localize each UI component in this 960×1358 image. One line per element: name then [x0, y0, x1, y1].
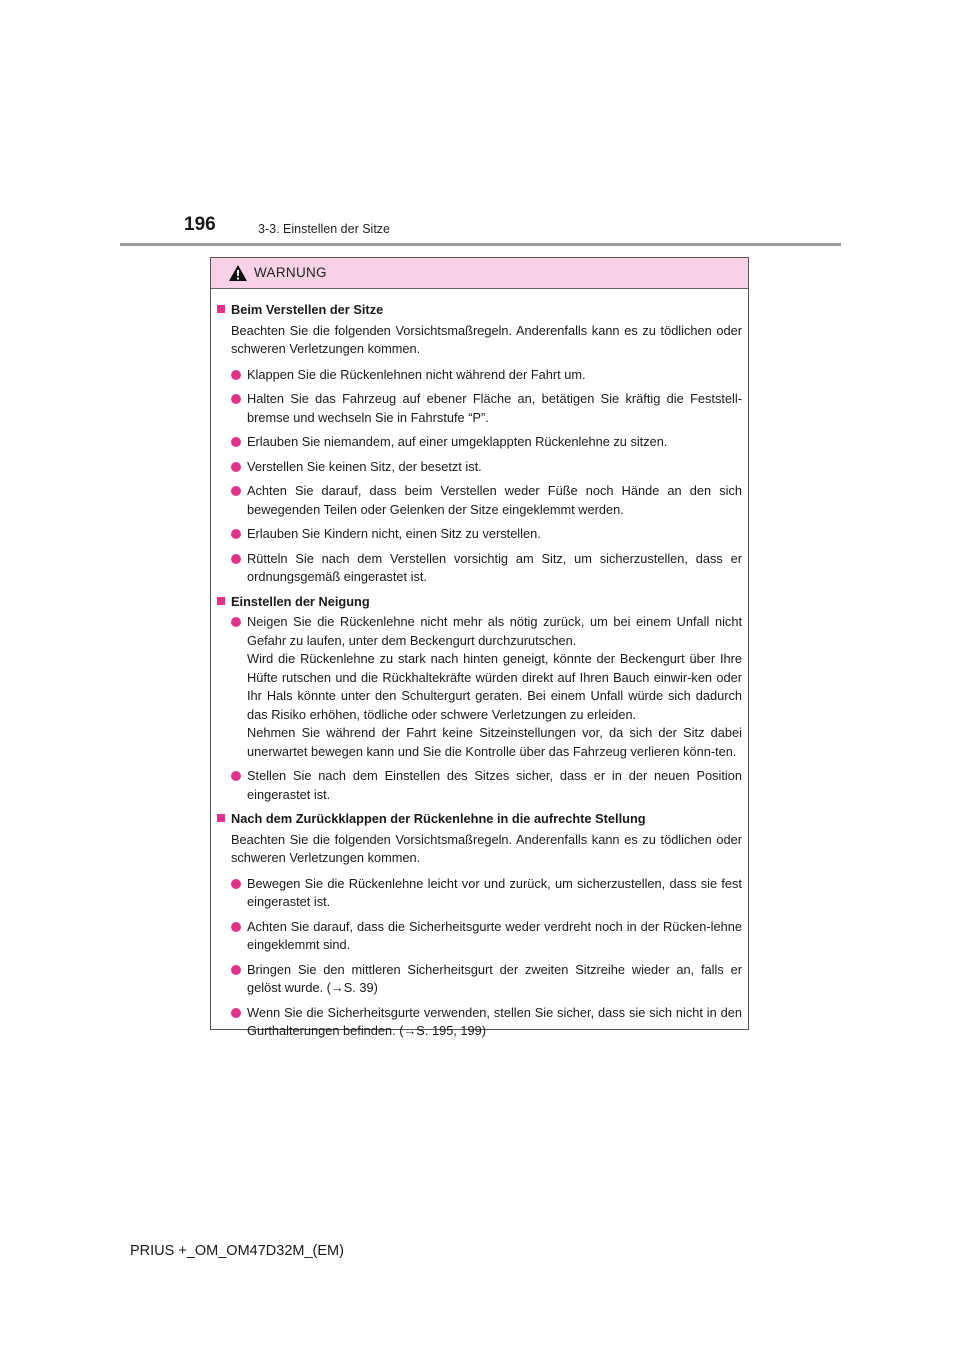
list-item: [217, 961, 742, 998]
warning-title: WARNUNG: [254, 265, 327, 280]
list-item: [217, 1004, 742, 1041]
list-item-text: Erlauben Sie Kindern nicht, einen Sitz zu verstellen.: [247, 526, 541, 541]
round-bullet-icon: [231, 370, 241, 380]
list-item: [217, 525, 742, 544]
round-bullet-icon: [231, 554, 241, 564]
list-item: [217, 918, 742, 955]
list-item-text: Rütteln Sie nach dem Verstellen vorsichtig am Sitz, um sicherzustellen, dass er ordnungsgemäß eingerastet ist.: [247, 550, 742, 584]
list-item-text: Bewegen Sie die Rückenlehne leicht vor und zurück, um sicherzustellen, dass sie fest eingerastet ist.: [247, 875, 742, 909]
square-bullet-icon: [217, 814, 225, 822]
list-item-text: Achten Sie darauf, dass die Sicherheitsgurte weder verdreht noch in der Rücken-lehne eingeklemmt sind.: [247, 918, 742, 952]
warning-box: [210, 257, 749, 1038]
section-heading-text: Nach dem Zurückklappen der Rückenlehne in die aufrechte Stellung: [231, 811, 646, 826]
warning-section: [217, 301, 742, 587]
section-title: 3-3. Einstellen der Sitze: [258, 222, 391, 236]
list-item: [217, 613, 742, 761]
list-item: [217, 767, 742, 804]
warning-section: [217, 593, 742, 805]
square-bullet-icon: [217, 597, 225, 605]
list-item-text: Bringen Sie den mittleren Sicherheitsgurt der zweiten Sitzreihe wieder an, falls er gelöst wurde. (→S. 39): [247, 961, 742, 995]
list-item: [217, 458, 742, 477]
square-bullet-icon: [217, 305, 225, 313]
section-heading: [217, 810, 742, 829]
list-item-text: Stellen Sie nach dem Einstellen des Sitzes sicher, dass er in der neuen Position eingerastet ist.: [247, 768, 742, 802]
list-item: [217, 482, 742, 519]
round-bullet-icon: [231, 879, 241, 889]
section-intro: Beachten Sie die folgenden Vorsichtsmaßregeln. Anderenfalls kann es zu tödlichen oder schweren Verletzungen kommen.: [231, 322, 742, 356]
round-bullet-icon: [231, 462, 241, 472]
section-heading-text: Einstellen der Neigung: [231, 593, 370, 609]
round-bullet-icon: [231, 1008, 241, 1018]
list-item-text: Wenn Sie die Sicherheitsgurte verwenden, stellen Sie sicher, dass sie sich nicht in den Gurthalterungen befinden. (→S. 195, 199): [247, 1004, 742, 1038]
list-item: [217, 550, 742, 587]
section-heading: [217, 593, 742, 612]
round-bullet-icon: [231, 394, 241, 404]
warning-header: [211, 258, 748, 289]
round-bullet-icon: [231, 965, 241, 975]
section-heading-text: Beim Verstellen der Sitze: [231, 302, 384, 317]
section-heading: [217, 301, 742, 320]
document-code: PRIUS +_OM_OM47D32M_(EM): [130, 1243, 344, 1259]
list-item: [217, 390, 742, 427]
round-bullet-icon: [231, 922, 241, 932]
list-item-text: Achten Sie darauf, dass beim Verstellen weder Füße noch Hände an den sich bewegenden Teilen oder Gelenken der Sitze eingeklemmt werden.: [247, 483, 742, 517]
list-item-text: Halten Sie das Fahrzeug auf ebener Fläche an, betätigen Sie kräftig die Feststell-bremse und wechseln Sie in Fahrstufe “P”.: [247, 391, 742, 425]
round-bullet-icon: [231, 486, 241, 496]
list-item-text: Neigen Sie die Rückenlehne nicht mehr als nötig zurück, um bei einem Unfall nicht Gefahr zu laufen, unter dem Beckengurt durchzurutschen. Wird die Rückenlehne zu stark nach hinten geneigt, könnte der Beckengurt über Ihre Hüfte rutschen und die Rückhaltekräfte würden direkt auf Ihren Bauch einwir-ken oder Ihr Hals könnte unter den Schultergurt geraten. Bei einem Unfall würde sich dadurch das Risiko erhöhen, tödliche oder schwere Verletzungen zu erleiden. Nehmen Sie während der Fahrt keine Sitzeinstellungen vor, da sich der Sitz dabei unerwartet bewegen kann und Sie die Kontrolle über das Fahrzeug verlieren könn-ten.: [247, 614, 742, 759]
list-item-text: Klappen Sie die Rückenlehnen nicht während der Fahrt um.: [247, 366, 586, 382]
header-rule: [120, 243, 841, 246]
section-intro: Beachten Sie die folgenden Vorsichtsmaßregeln. Anderenfalls kann es zu tödlichen oder schweren Verletzungen kommen.: [231, 831, 742, 865]
round-bullet-icon: [231, 529, 241, 539]
list-item: [217, 366, 742, 385]
list-item: [217, 433, 742, 452]
warning-triangle-icon: [228, 264, 248, 282]
warning-section: [217, 810, 742, 1041]
round-bullet-icon: [231, 437, 241, 447]
list-item: [217, 875, 742, 912]
page-number: 196: [184, 214, 216, 235]
list-item-text: Verstellen Sie keinen Sitz, der besetzt ist.: [247, 458, 482, 474]
list-item-text: Erlauben Sie niemandem, auf einer umgeklappten Rückenlehne zu sitzen.: [247, 434, 668, 449]
round-bullet-icon: [231, 771, 241, 781]
round-bullet-icon: [231, 617, 241, 627]
warning-body: [211, 289, 748, 1041]
